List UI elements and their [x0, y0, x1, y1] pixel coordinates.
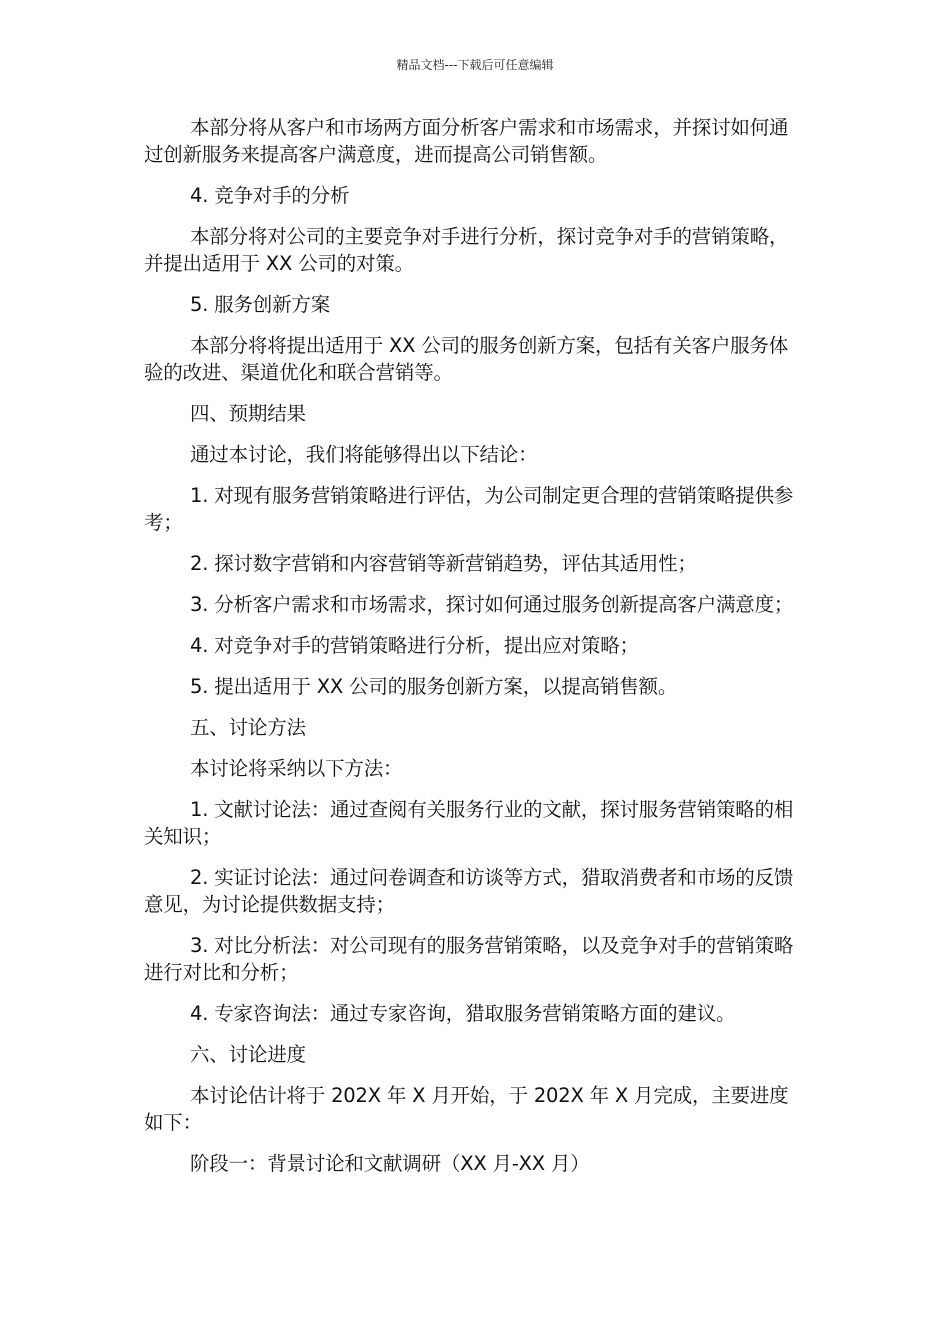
paragraph-customer-market-analysis: 本部分将从客户和市场两方面分析客户需求和市场需求，并探讨如何通过创新服务来提高客户满意度，进而提高公司销售额。 — [144, 116, 789, 166]
list-item-result-1: 1. 对现有服务营销策略进行评估，为公司制定更合理的营销策略提供参考； — [144, 484, 794, 534]
heading-competitor-analysis: 4. 竞争对手的分析 — [190, 184, 350, 207]
list-item-method-3: 3. 对比分析法：对公司现有的服务营销策略，以及竞争对手的营销策略进行对比和分析； — [144, 934, 794, 984]
list-item-result-2: 2. 探讨数字营销和内容营销等新营销趋势，评估其适用性； — [190, 552, 697, 575]
list-item-result-5: 5. 提出适用于 XX 公司的服务创新方案，以提高销售额。 — [190, 675, 678, 698]
paragraph-results-intro: 通过本讨论，我们将能够得出以下结论： — [190, 443, 538, 466]
paragraph-schedule-intro: 本讨论估计将于 202X 年 X 月开始，于 202X 年 X 月完成，主要进度如下： — [144, 1084, 789, 1134]
list-item-method-1: 1. 文献讨论法：通过查阅有关服务行业的文献，探讨服务营销策略的相关知识； — [144, 798, 794, 848]
paragraph-service-innovation: 本部分将将提出适用于 XX 公司的服务创新方案，包括有关客户服务体验的改进、渠道优化和联合营销等。 — [144, 334, 789, 384]
heading-methods: 五、讨论方法 — [190, 716, 306, 739]
list-item-method-4: 4. 专家咨询法：通过专家咨询，猎取服务营销策略方面的建议。 — [190, 1002, 736, 1025]
document-body — [144, 114, 804, 1191]
heading-service-innovation: 5. 服务创新方案 — [190, 293, 331, 316]
page-header: 精品文档---下载后可任意编辑 — [396, 58, 554, 72]
list-item-stage-1: 阶段一：背景讨论和文献调研（XX 月-XX 月） — [190, 1152, 590, 1175]
heading-schedule: 六、讨论进度 — [190, 1043, 306, 1066]
paragraph-competitor-analysis: 本部分将对公司的主要竞争对手进行分析，探讨竞争对手的营销策略，并提出适用于 XX 公司的对策。 — [144, 225, 789, 275]
list-item-method-2: 2. 实证讨论法：通过问卷调查和访谈等方式，猎取消费者和市场的反馈意见，为讨论提供数据支持； — [144, 866, 794, 916]
heading-expected-results: 四、预期结果 — [190, 402, 306, 425]
list-item-result-3: 3. 分析客户需求和市场需求，探讨如何通过服务创新提高客户满意度； — [190, 593, 794, 616]
paragraph-methods-intro: 本讨论将采纳以下方法： — [190, 757, 403, 780]
list-item-result-4: 4. 对竞争对手的营销策略进行分析，提出应对策略； — [190, 634, 639, 657]
